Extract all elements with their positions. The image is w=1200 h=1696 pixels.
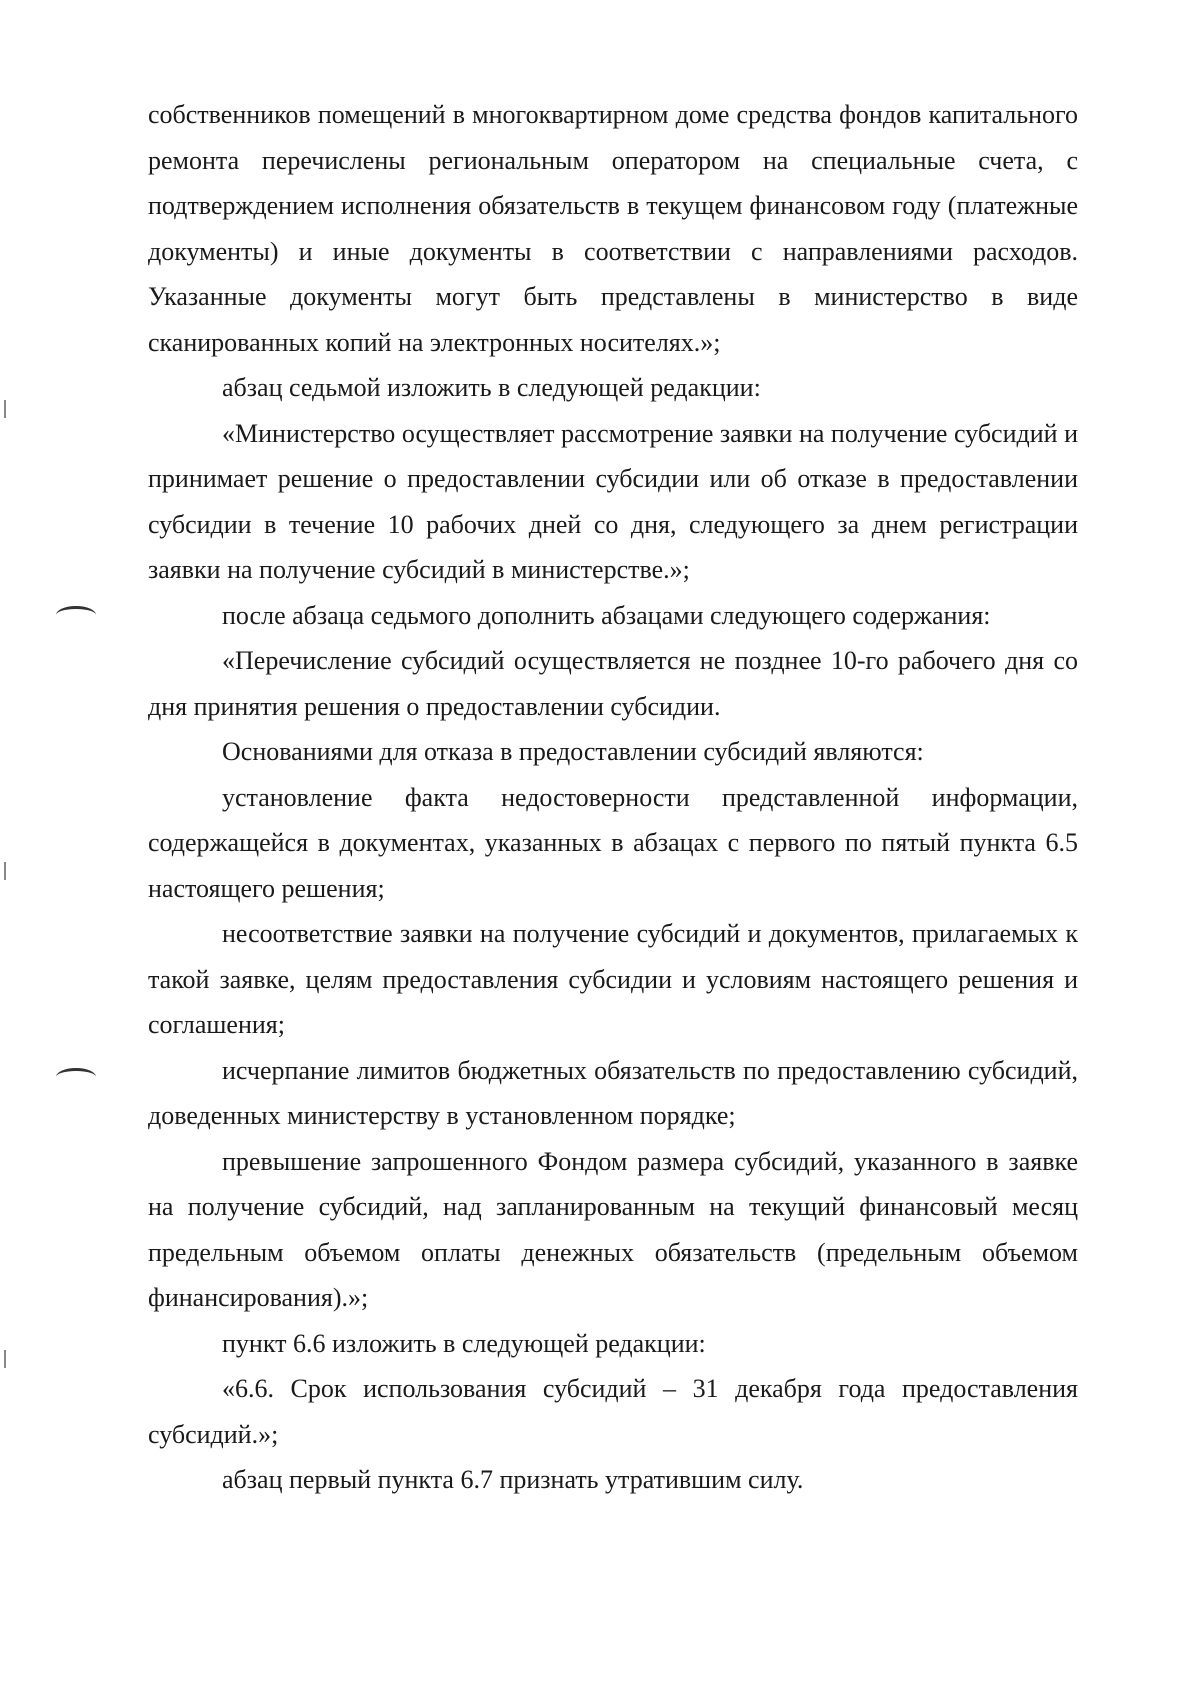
paragraph: собственников помещений в многоквартирном доме средства фондов капитального ремонта перечислены региональным оператором на специальные счета, с подтверждением исполнения обязательств в текущем финансовом году (платежные документы) и иные документы в соответствии с направлениями расходов. Указанные документы могут быть представлены в министерство в виде сканированных копий на электронных носителях.»; <box>148 100 1078 357</box>
paragraph: «Министерство осуществляет рассмотрение заявки на получение субсидий и принимает решение о предоставлении субсидии или об отказе в предоставлении субсидии в течение 10 рабочих дней со дня, следующего за днем регистрации заявки на получение субсидий в министерстве.»; <box>148 418 1078 584</box>
paragraph: Основаниями для отказа в предоставлении субсидий являются: <box>222 737 924 766</box>
paragraph: исчерпание лимитов бюджетных обязательств по предоставлению субсидий, доведенных министерству в установленном порядке; <box>148 1055 1078 1130</box>
margin-mark <box>4 400 6 418</box>
paragraph: «Перечисление субсидий осуществляется не позднее 10-го рабочего дня со дня принятия решения о предоставлении субсидии. <box>148 646 1078 721</box>
paragraph: абзац первый пункта 6.7 признать утратившим силу. <box>222 1465 804 1494</box>
paragraph: установление факта недостоверности представленной информации, содержащейся в документах, указанных в абзацах с первого по пятый пункта 6.5 настоящего решения; <box>148 782 1078 903</box>
paragraph: пункт 6.6 изложить в следующей редакции: <box>222 1328 706 1358</box>
paragraph: «6.6. Срок использования субсидий – 31 декабря года предоставления субсидий.»; <box>148 1374 1078 1449</box>
document-body <box>148 92 1078 1503</box>
paragraph: после абзаца седьмого дополнить абзацами следующего содержания: <box>222 600 991 630</box>
staple-mark <box>56 1068 96 1086</box>
margin-mark <box>4 862 6 880</box>
margin-mark <box>4 1350 6 1368</box>
paragraph: абзац седьмой изложить в следующей редакции: <box>222 373 761 402</box>
paragraph: несоответствие заявки на получение субсидий и документов, прилагаемых к такой заявке, целям предоставления субсидии и условиям настоящего решения и соглашения; <box>148 919 1078 1039</box>
paragraph: превышение запрошенного Фондом размера субсидий, указанного в заявке на получение субсидий, над запланированным на текущий финансовый месяц предельным объемом оплаты денежных обязательств (предельным объемом финансирования).»; <box>148 1146 1078 1312</box>
staple-mark <box>56 606 96 624</box>
